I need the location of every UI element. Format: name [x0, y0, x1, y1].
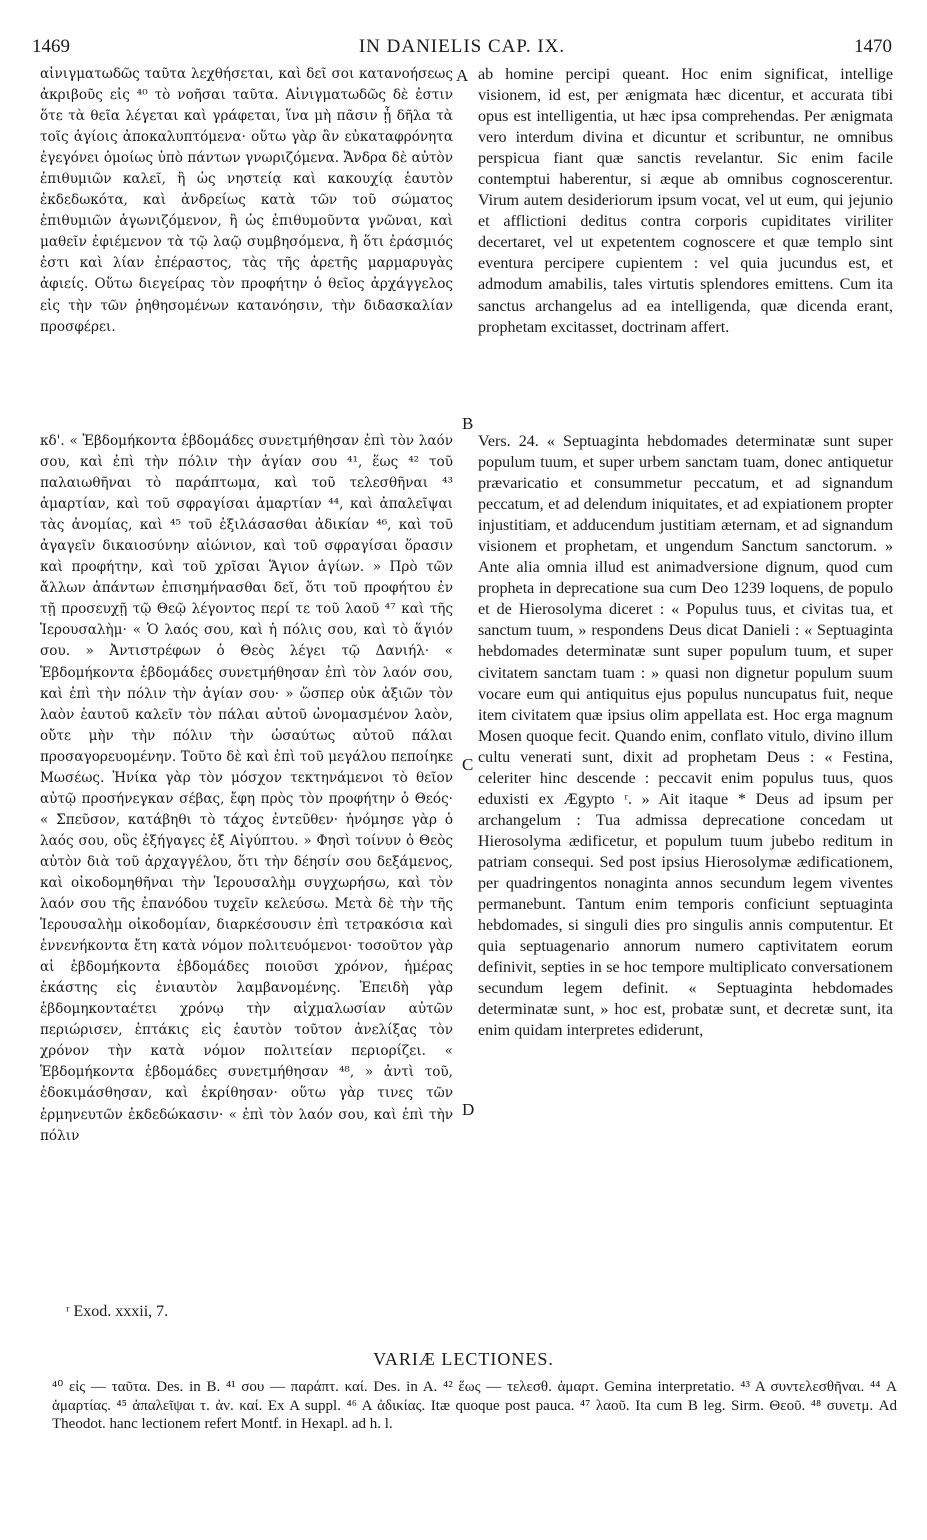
margin-letter-c: C — [462, 755, 474, 774]
variae-lectiones-title: VARIÆ LECTIONES. — [373, 1349, 554, 1369]
margin-letter-d: D — [462, 1100, 475, 1119]
running-header — [32, 36, 892, 58]
variae-lectiones-text: ⁴⁰ εἰς — ταῦτα. Des. in B. ⁴¹ σου — παράπτ. καί. Des. in A. ⁴² ἕως — τελεσθ. ἁμαρτ. Gemina interpretatio. ⁴³ A συντελεσθῆναι. ⁴⁴ A ἁμαρτίας. ⁴⁵ ἀπαλεῖψαι τ. ἀν. καί. Ex A suppl. ⁴⁶ A ἀδικίας. Itæ quoque post pauca. ⁴⁷ λαοῦ. Ita cum B leg. Sirm. Θεοῦ. ⁴⁸ συνετμ. Ad Theodot. hanc lectionem refert Montf. in Hexapl. ad h. l. — [52, 1379, 897, 1432]
latin-column-top — [478, 64, 893, 338]
greek-column-top — [40, 64, 453, 338]
running-title: IN DANIELIS CAP. IX. — [358, 36, 566, 57]
page-number-left: 1469 — [32, 36, 70, 57]
footnote: ʳ Exod. xxxii, 7. — [66, 1303, 169, 1320]
variae-lectiones — [52, 1378, 897, 1434]
greek-paragraph-1: αἰνιγματωδῶς ταῦτα λεχθήσεται, καὶ δεῖ σοι κατανοήσεως ἀκριβοῦς εἰς ⁴⁰ τὸ νοῆσαι ταῦτα. Αἰνιγματωδῶς δὲ ἐστιν ὅτε τὰ θεῖα λέγεται καὶ γράφεται, ἵνα μὴ πᾶσιν ᾖ δῆλα τὰ τοῖς ἁγίοις ἀποκαλυπτόμενα· οὕτω γὰρ ἂν εὐκαταφρόνητα ἐγεγόνει ὁμοίως ὑπὸ πάντων γνωριζόμενα. Ἄνδρα δὲ αὐτὸν ἐπιθυμιῶν καλεῖ, ἢ ὡς νηστείᾳ καὶ κακουχίᾳ ἑαυτὸν ἐκδεδωκότα, καὶ ἀνδρείως κατὰ τῶν τοῦ σώματος ἐπιθυμιῶν ἀγωνιζόμενον, ἢ ὡς ἐπιθυμοῦντα γνῶναι, καὶ μαθεῖν ἐφιέμενον τὰ τῷ λαῷ συμβησόμενα, ἢ ὅτι ἐράσμιός ἐστι καὶ λίαν ἐπέραστος, τὰς τῆς ἀρετῆς μαρμαρυγὰς ἀφιείς. Οὕτω διεγείρας τὸν προφήτην ὁ θεῖος ἀρχάγγελος εἰς τὴν τῶν ῥηθησομένων κατανόησιν, τὴν διδασκαλίαν προσφέρει. — [40, 66, 453, 335]
latin-paragraph-1: ab homine percipi queant. Hoc enim significat, intellige visionem, id est, per ænigmata hæc dicentur, et accurata tibi opus est intelligentia, ut hæc ipsa comprehendas. Per ænigmata vero interdum divina et dicuntur et scribuntur, ne omnibus perspicua fiant quæ sanctis revelantur. Sic enim facile contemptui haberentur, si æque ab omnibus cognoscerentur. Virum autem desideriorum ipsum vocat, vel ut eum, qui jejunio et afflictioni deditus contra corporis cupiditates viriliter decertaret, vel ut expetentem cognoscere et quæ templo sint eventura percipere cupientem : vel quia jucundus est, et admodum amabilis, tales virtutis splendores emittens. Cum ita sanctus archangelus ad ea intelligenda, quæ dicenda erant, prophetam excitasset, doctrinam affert. — [478, 66, 893, 336]
page-number-right: 1470 — [854, 36, 892, 57]
latin-paragraph-2: Vers. 24. « Septuaginta hebdomades determinatæ sunt super populum tuum, et super urbem sanctam tuam, donec antiquetur prævaricatio et consummetur peccatum, et ad signandum peccatum, et ad delendum iniquitates, et ad expiationem propter injustitiam, et adducendum justitiam æternam, et ad signandum visionem et prophetam, et ungendum Sanctum sanctorum. » Ante alia omnia illud est animadversione dignum, quod cum propheta in deprecatione sua cum Deo 1239 loquens, de populo et de Hierosolyma diceret : « Populus tuus, et civitas tua, et sanctum tuum, » respondens Deus dicat Danieli : « Septuaginta hebdomades determinatæ sunt super populum tuum, et super civitatem sanctam tuam : » quasi non dignetur populum suum vocare eum qui antiquitus ejus populus nuncupatus fuit, neque item civitatem quæ ipsius olim appellata est. Hoc erga magnum Mosen quoque fecit. Quando enim, conflato vitulo, divino illum cultu venerati sunt, dixit ad prophetam Deus : « Festina, celeriter hinc descende : peccavit enim populus tuus, quos eduxisti ex Ægypto ʳ. » Ait itaque * Deus ad ipsum per archangelum : Tua admissa deprecatione concedam ut Hierosolyma ædificetur, et populum tuum jubebo reditum in patriam consequi. Sed post ipsius Hierosolymæ ædificationem, per quadringentos nonaginta annos secundum legem viventes permanebunt. Tantum enim temporis conficiunt septuaginta hebdomades, si singuli dies pro singulis annis computentur. Et quia septuagenario annorum numero captivitatem eorum definivit, septies in se hoc tempore multiplicato conversationem secundum legem definit. « Septuaginta hebdomades determinatæ sunt, » hoc est, probatæ sunt, et decretæ sunt, ita enim quidam interpretes ediderunt, — [478, 433, 893, 1040]
margin-letter-b: B — [462, 414, 474, 433]
greek-paragraph-2: κδ'. « Ἑβδομήκοντα ἑβδομάδες συνετμήθησαν ἐπὶ τὸν λαόν σου, καὶ ἐπὶ τὴν πόλιν τὴν ἁγίαν σου ⁴¹, ἕως ⁴² τοῦ παλαιωθῆναι τὸ παράπτωμα, καὶ τοῦ τελεσθῆναι ⁴³ ἁμαρτίαν, καὶ τοῦ σφραγίσαι ἁμαρτίαν ⁴⁴, καὶ ἀπαλεῖψαι τὰς ἀνομίας, καὶ ⁴⁵ τοῦ ἐξιλάσασθαι ἀδικίαν ⁴⁶, καὶ τοῦ ἀγαγεῖν δικαιοσύνην αἰώνιον, καὶ τοῦ σφραγίσαι ὅρασιν καὶ προφήτην, καὶ τοῦ χρῖσαι Ἅγιον ἁγίων. » Πρὸ τῶν ἄλλων ἁπάντων ἐπισημήνασθαι δεῖ, ὅτι τοῦ προφήτου ἐν τῇ προσευχῇ τῷ Θεῷ λέγοντος περί τε τοῦ λαοῦ ⁴⁷ καὶ τῆς Ἱερουσαλὴμ· « Ὁ λαός σου, καὶ ἡ πόλις σου, καὶ τὸ ἅγιόν σου. » Ἀντιστρέφων ὁ Θεὸς λέγει τῷ Δανιήλ· « Ἑβδομήκοντα ἑβδομάδες συνετμήθησαν ἐπὶ τὸν λαόν σου, καὶ ἐπὶ τὴν πόλιν τὴν ἁγίαν σου· » ὥσπερ οὐκ ἀξιῶν τὸν λαὸν ἑαυτοῦ καλεῖν τὸν πάλαι αὐτοῦ ὠνομασμένον λαὸν, οὔτε μὴν τὴν πόλιν τὴν ὡσαύτως αὐτοῦ πάλαι προσαγορευομένην. Τοῦτο δὲ καὶ ἐπὶ τοῦ μεγάλου πεποίηκε Μωσέως. Ἡνίκα γὰρ τὸν μόσχον τεκτηνάμενοι τὸ θεῖον αὐτῷ προσήνεγκαν σέβας, ἔφη πρὸς τὸν προφήτην ὁ Θεός· « Σπεῦσον, κατάβηθι τὸ τάχος ἐντεῦθεν· ἠνόμησε γὰρ ὁ λαός σου, οὓς ἐξήγαγες ἐξ Αἰγύπτου. » Φησὶ τοίνυν ὁ Θεὸς αὐτὸν διὰ τοῦ ἀρχαγγέλου, ὅτι τὴν δέησίν σου δεξάμενος, καὶ οἰκοδομηθῆναι τὴν Ἱερουσαλὴμ συγχωρήσω, καὶ τὸν λαόν σου τῆς ἐπανόδου τυχεῖν κελεύσω. Μετὰ δὲ τὴν τῆς Ἱερουσαλὴμ οἰκοδομίαν, διαρκέσουσιν ἐπὶ τετρακόσια καὶ ἐννενήκοντα ἔτη κατὰ νόμον πολιτευόμενοι· τοσοῦτον γὰρ αἱ ἑβδομήκοντα ἑβδομάδες ποιοῦσι χρόνον, ἡμέρας ἑκάστης εἰς ἐνιαυτὸν λαμβανομένης. Ἐπειδὴ γὰρ ἑβδομηκονταέτει χρόνῳ τὴν αἰχμαλωσίαν αὐτῶν περιώρισεν, ἑπτάκις εἰς ἑαυτὸν τοῦτον ἀνελίξας τὸν χρόνον τὴν κατὰ νόμον πολιτείαν περιορίζει. « Ἑβδομήκοντα ἑβδομάδες συνετμήθησαν ⁴⁸, » ἀντὶ τοῦ, ἐδοκιμάσθησαν, καὶ ἐκρίθησαν· οὕτω γὰρ τινες τῶν ἑρμηνευτῶν ἐκδεδώκασιν· « ἐπὶ τὸν λαόν σου, καὶ ἐπὶ τὴν πόλιν — [40, 433, 453, 1144]
margin-letter-a: A — [456, 66, 469, 85]
latin-column-verse-24 — [478, 431, 893, 1041]
greek-column-verse-24 — [40, 431, 453, 1147]
